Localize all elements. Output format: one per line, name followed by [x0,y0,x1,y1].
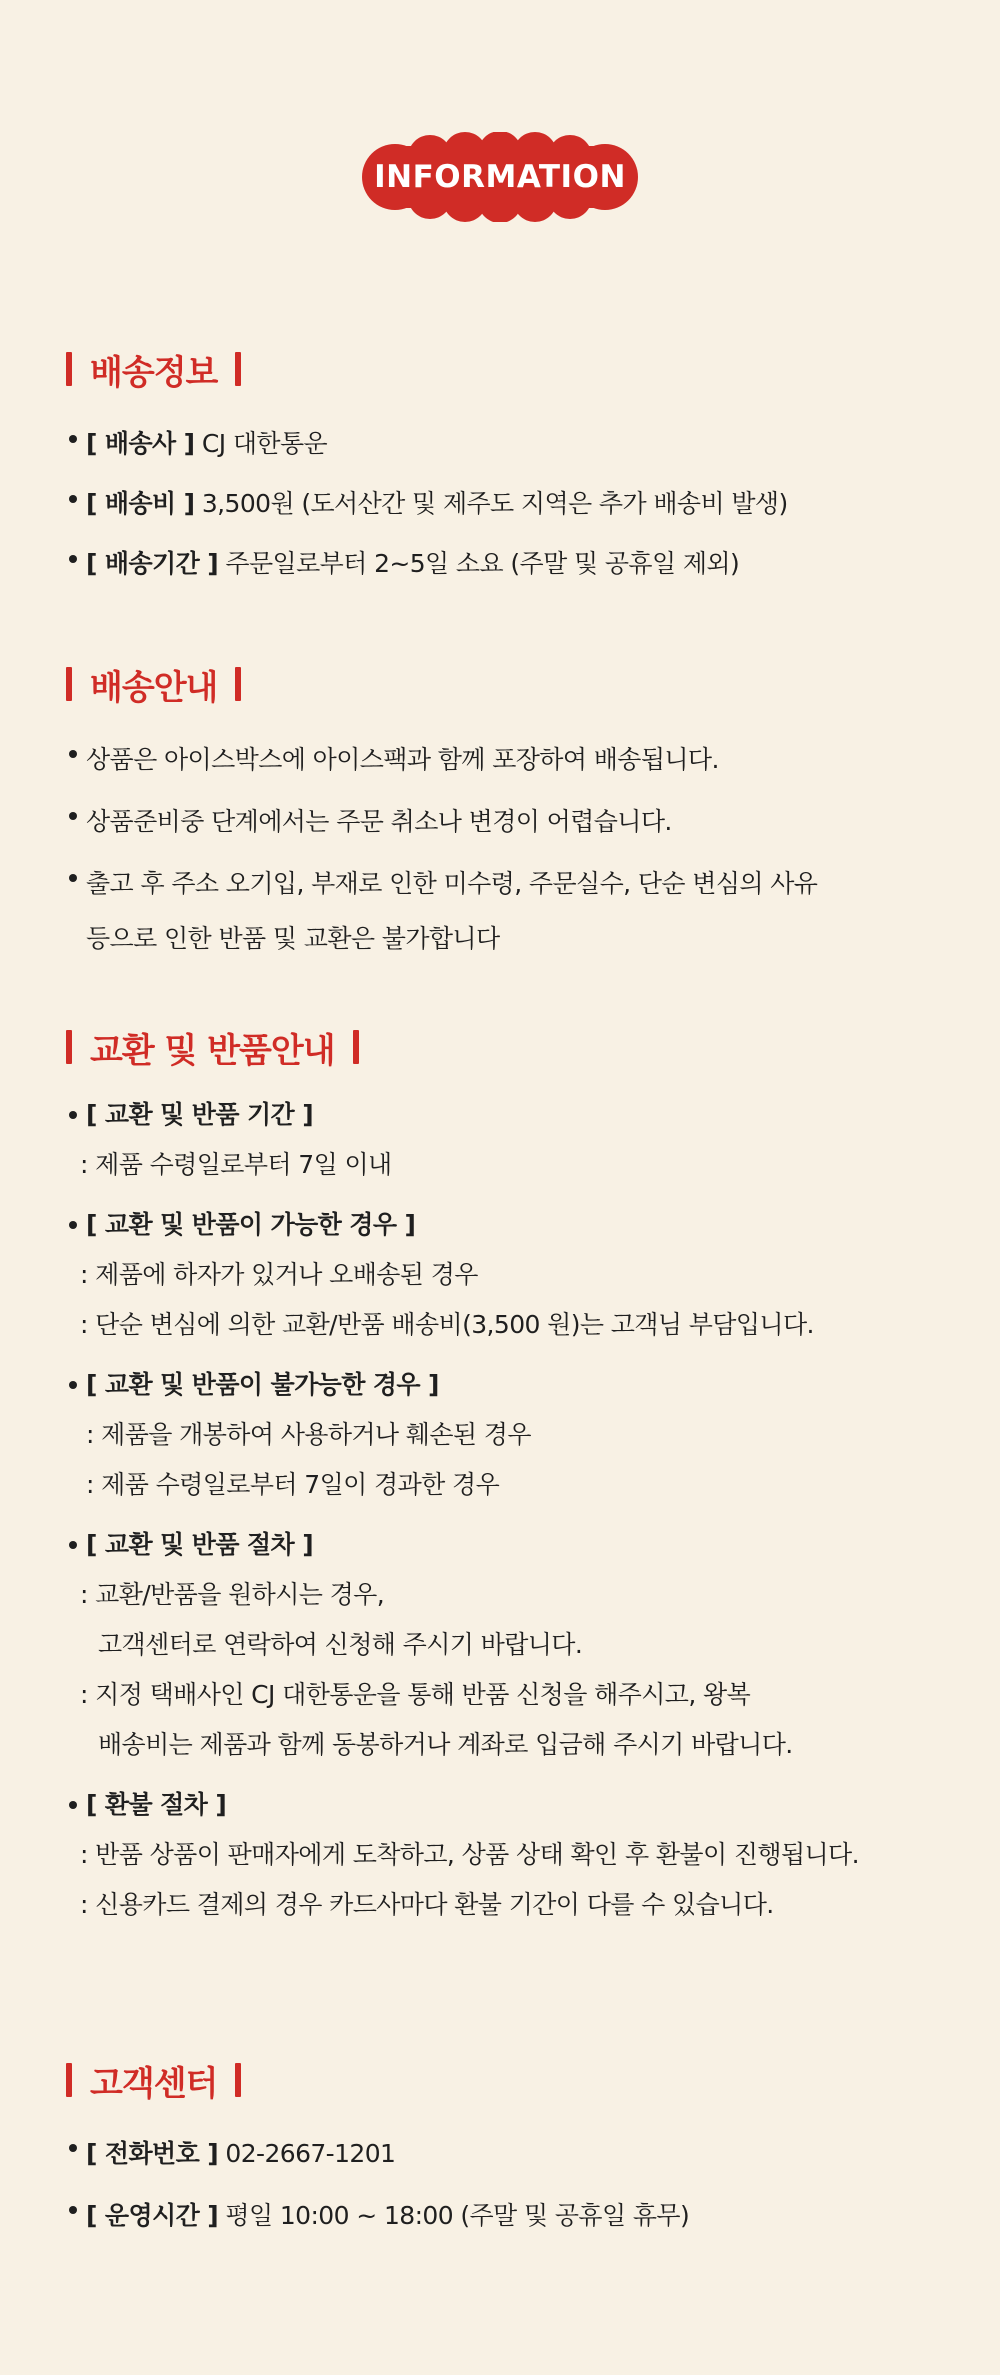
phone-item [66,2123,689,2185]
information-badge-area [0,132,1000,222]
item-value: 주문일로부터 2~5일 소요 (주말 및 공휴일 제외) [225,549,740,578]
item-key: [ 교환 및 반품 절차 ] [86,1530,314,1559]
exchange-period-item [66,1090,859,1140]
shipping-info-section [66,344,788,594]
refund-procedure-item [66,1780,859,1830]
section-title-text: 배송정보 [90,352,218,393]
detail-line: : 지정 택배사인 CJ 대한통운을 통해 반품 신청을 해주시고, 왕복 [80,1680,751,1709]
item-key: [ 교환 및 반품 기간 ] [86,1100,314,1129]
title-bar-right [235,667,241,701]
item-key: [ 배송비 ] [86,489,195,518]
detail-line: 배송비는 제품과 함께 동봉하거나 계좌로 입금해 주시기 바랍니다. [98,1730,793,1759]
exchange-procedure-item [66,1520,859,1570]
item-key: [ 운영시간 ] [86,2201,219,2230]
detail-line: 고객센터로 연락하여 신청해 주시기 바랍니다. [98,1630,583,1659]
title-bar-right [235,2063,241,2097]
item-value: 3,500원 (도서산간 및 제주도 지역은 추가 배송비 발생) [201,489,788,518]
title-bar-left [66,1030,72,1064]
guide-item: 출고 후 주소 오기입, 부재로 인한 미수령, 주문실수, 단순 변심의 사유 [66,853,817,915]
exchange-impossible-item [66,1360,859,1410]
item-key: [ 교환 및 반품이 가능한 경우 ] [86,1210,416,1239]
section-title [66,344,788,394]
section-title-text: 교환 및 반품안내 [90,1030,335,1071]
guide-item-continuation: 등으로 인한 반품 및 교환은 불가합니다 [86,924,500,953]
title-bar-right [353,1030,359,1064]
shipping-carrier-item [66,414,788,474]
item-key: [ 배송기간 ] [86,549,219,578]
title-bar-left [66,352,72,386]
item-key: [ 교환 및 반품이 불가능한 경우 ] [86,1370,439,1399]
section-title [66,2055,689,2105]
guide-item: 상품은 아이스박스에 아이스팩과 함께 포장하여 배송됩니다. [66,729,817,791]
title-bar-right [235,352,241,386]
detail-line: : 반품 상품이 판매자에게 도착하고, 상품 상태 확인 후 환불이 진행됩니다. [80,1840,859,1869]
customer-center-section [66,2055,689,2247]
item-key: [ 전화번호 ] [86,2139,219,2168]
shipping-guide-section [66,659,817,963]
operating-hours: 평일 10:00 ~ 18:00 (주말 및 공휴일 휴무) [225,2201,690,2230]
guide-item: 상품준비중 단계에서는 주문 취소나 변경이 어렵습니다. [66,791,817,853]
detail-line: : 신용카드 결제의 경우 카드사마다 환불 기간이 다를 수 있습니다. [80,1890,774,1919]
detail-line: : 제품에 하자가 있거나 오배송된 경우 [80,1260,478,1289]
information-badge [350,132,650,222]
phone-number: 02-2667-1201 [225,2139,396,2168]
shipping-period-item [66,534,788,594]
item-key: [ 배송사 ] [86,429,195,458]
detail-line: : 단순 변심에 의한 교환/반품 배송비(3,500 원)는 고객님 부담입니다. [80,1310,814,1339]
shipping-fee-item [66,474,788,534]
detail-line: : 제품 수령일로부터 7일이 경과한 경우 [86,1470,500,1499]
section-title-text: 고객센터 [90,2063,218,2104]
detail-line: : 제품을 개봉하여 사용하거나 훼손된 경우 [86,1420,531,1449]
hours-item [66,2185,689,2247]
title-bar-left [66,2063,72,2097]
detail-line: : 교환/반품을 원하시는 경우, [80,1580,385,1609]
item-value: CJ 대한통운 [201,429,328,458]
item-key: [ 환불 절차 ] [86,1790,227,1819]
section-title [66,659,817,709]
section-title-text: 배송안내 [90,667,218,708]
exchange-return-section [66,1022,859,1930]
section-title [66,1022,859,1072]
detail-line: : 제품 수령일로부터 7일 이내 [80,1150,392,1179]
title-bar-left [66,667,72,701]
exchange-possible-item [66,1200,859,1250]
badge-label: INFORMATION [374,159,626,195]
